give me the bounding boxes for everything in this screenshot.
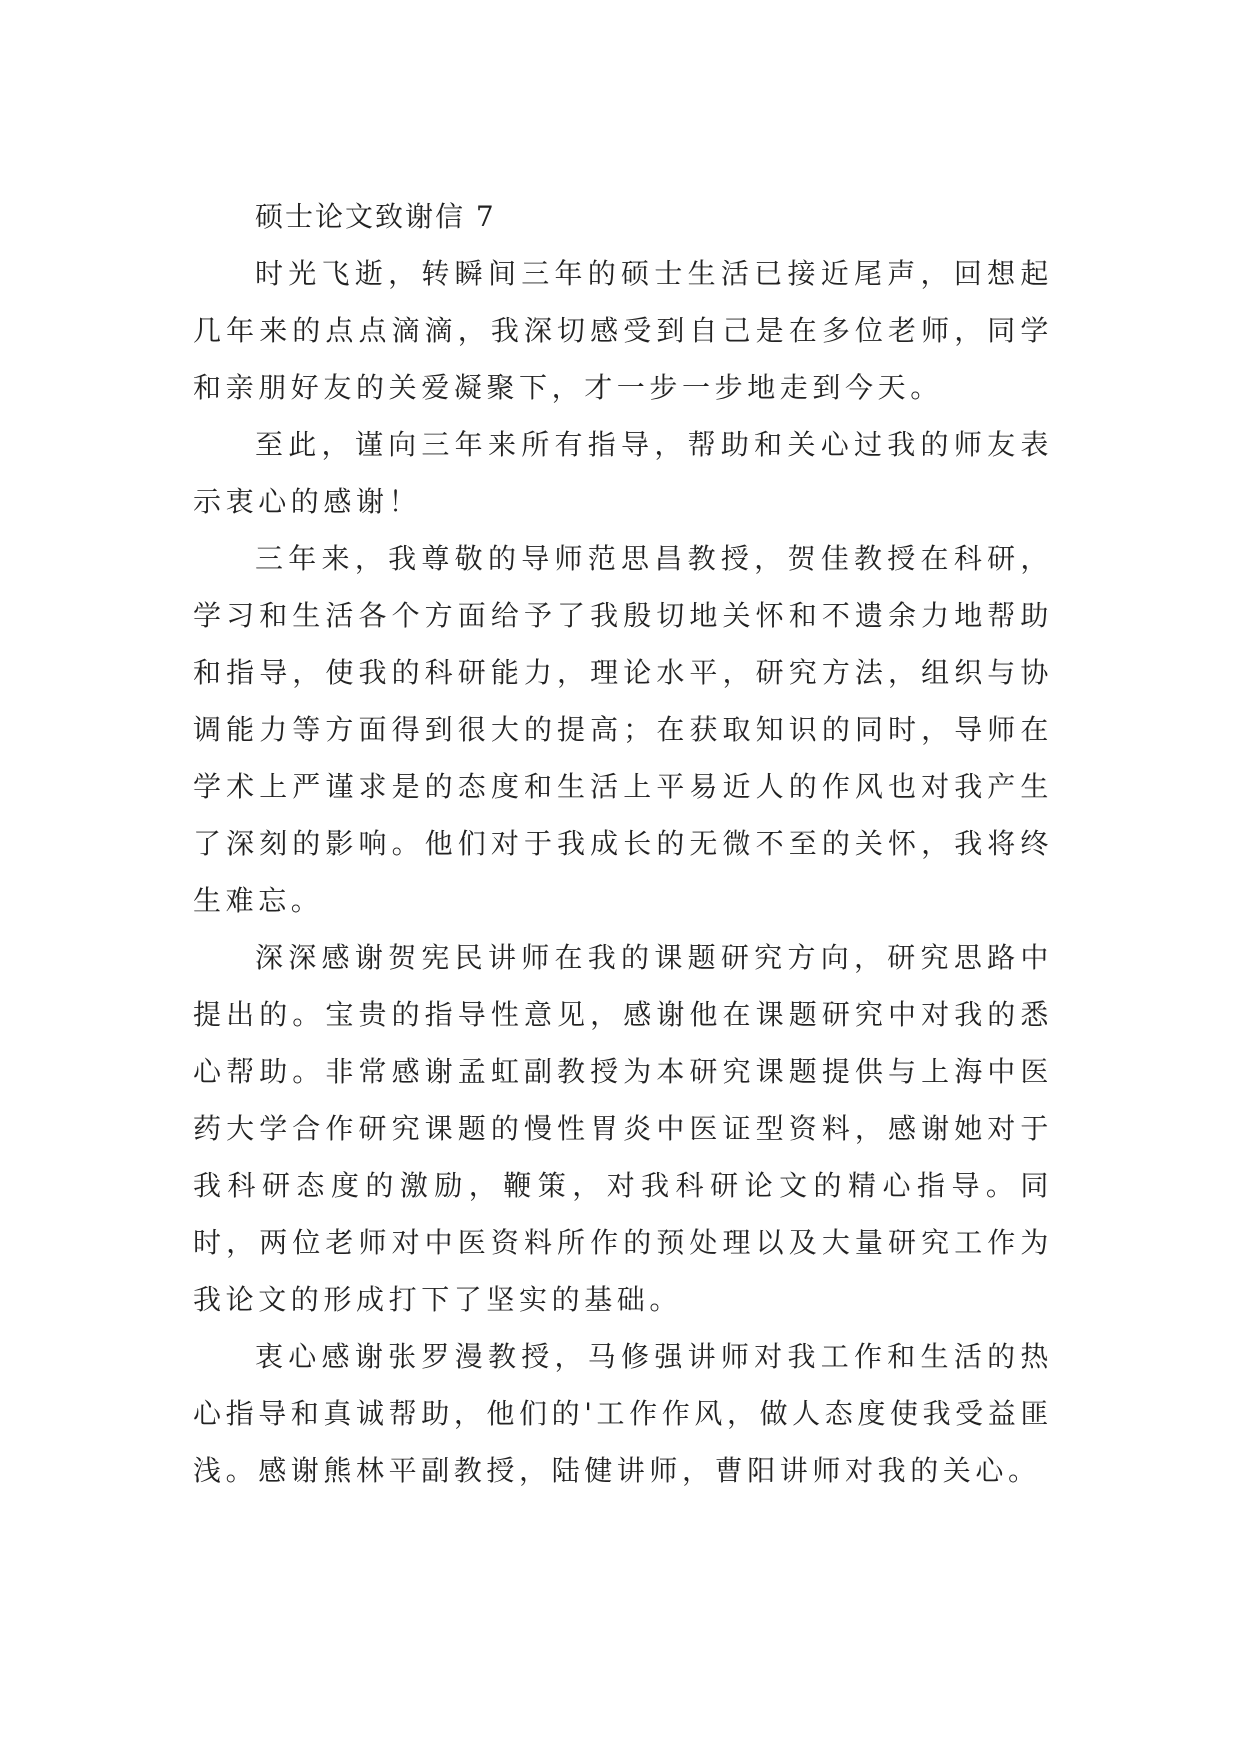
paragraph-intro: 时光飞逝，转瞬间三年的硕士生活已接近尾声，回想起几年来的点点滴滴，我深切感受到自己是在多位老师，同学和亲朋好友的关爱凝聚下，才一步一步地走到今天。 xyxy=(193,257,1053,404)
paragraph-thanks-all: 至此，谨向三年来所有指导，帮助和关心过我的师友表示衷心的感谢！ xyxy=(193,428,1053,518)
paragraph-advisors: 三年来，我尊敬的导师范思昌教授，贺佳教授在科研，学习和生活各个方面给予了我殷切地关怀和不遗余力地帮助和指导，使我的科研能力，理论水平，研究方法，组织与协调能力等方面得到很大的提高；在获取知识的同时，导师在学术上严谨求是的态度和生活上平易近人的作风也对我产生了深刻的影响。他们对于我成长的无微不至的关怀，我将终生难忘。 xyxy=(193,542,1053,917)
document-body xyxy=(193,188,1053,1499)
paragraph-colleagues: 衷心感谢张罗漫教授，马修强讲师对我工作和生活的热心指导和真诚帮助，他们的'工作作风，做人态度使我受益匪浅。感谢熊林平副教授，陆健讲师，曹阳讲师对我的关心。 xyxy=(193,1340,1053,1487)
paragraph-lecturers: 深深感谢贺宪民讲师在我的课题研究方向，研究思路中提出的。宝贵的指导性意见，感谢他在课题研究中对我的悉心帮助。非常感谢孟虹副教授为本研究课题提供与上海中医药大学合作研究课题的慢性胃炎中医证型资料，感谢她对于我科研态度的激励，鞭策，对我科研论文的精心指导。同时，两位老师对中医资料所作的预处理以及大量研究工作为我论文的形成打下了坚实的基础。 xyxy=(193,941,1053,1316)
document-title: 硕士论文致谢信 7 xyxy=(255,200,496,233)
